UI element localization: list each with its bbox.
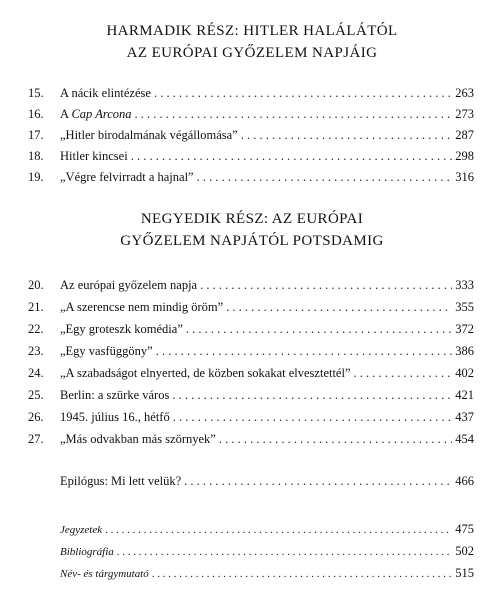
entry-page: 298 [455, 149, 474, 163]
entry-page: 287 [455, 128, 474, 142]
entry-number: 21. [28, 300, 44, 314]
entry-title: Berlin: a szürke város [60, 388, 170, 402]
part-3-heading-line-2: AZ EURÓPAI GYŐZELEM NAPJÁIG [126, 45, 378, 61]
entry-title: Hitler kincsei [60, 149, 128, 163]
dot-leader [219, 430, 452, 448]
dot-leader [226, 298, 452, 316]
entry-title: „Végre felvirradt a hajnal” [60, 170, 194, 184]
dot-leader [131, 147, 453, 165]
entry-page: 355 [455, 300, 474, 314]
entry-page: 372 [455, 322, 474, 336]
dot-leader [105, 521, 452, 539]
dot-leader [197, 168, 453, 186]
part-4-heading-line-2: GYŐZELEM NAPJÁTÓL POTSDAMIG [120, 233, 384, 249]
entry-page: 316 [455, 170, 474, 184]
dot-leader [156, 342, 453, 360]
entry-number: 27. [28, 432, 44, 446]
toc-entry[interactable] [28, 276, 474, 294]
entry-title: „Más odvakban más szörnyek” [60, 432, 216, 446]
entry-title: Név- és tárgymutató [60, 568, 149, 580]
entry-number: 24. [28, 366, 44, 380]
toc-entry[interactable] [28, 408, 474, 426]
entry-title-prefix: A [60, 107, 72, 121]
dot-leader [173, 408, 453, 426]
dot-leader [241, 126, 453, 144]
entry-title: „A szerencse nem mindig öröm” [60, 300, 224, 314]
entry-title: „A szabadságot elnyerted, de közben sokakat elvesztettél” [60, 366, 351, 380]
toc-entry[interactable] [28, 147, 474, 165]
toc-entry[interactable] [28, 105, 474, 123]
toc-entry[interactable] [28, 126, 474, 144]
entry-page: 333 [455, 278, 474, 292]
entry-title: 1945. július 16., hétfő [60, 410, 170, 424]
toc-entry[interactable] [28, 298, 474, 316]
entry-page: 437 [455, 410, 474, 424]
entry-number: 25. [28, 388, 44, 402]
part-3-heading [0, 20, 504, 64]
entry-page: 454 [455, 432, 474, 446]
entry-title: Az európai győzelem napja [60, 278, 198, 292]
toc-entry[interactable] [28, 386, 474, 404]
entry-page: 466 [455, 474, 474, 488]
toc-entry[interactable] [28, 430, 474, 448]
entry-number: 19. [28, 170, 44, 184]
dot-leader [186, 320, 452, 338]
entry-page: 386 [455, 344, 474, 358]
toc-entry[interactable] [28, 342, 474, 360]
entry-page: 475 [455, 522, 474, 536]
dot-leader [154, 84, 452, 102]
toc-entry[interactable] [28, 320, 474, 338]
entry-page: 421 [455, 388, 474, 402]
toc-entry[interactable] [28, 364, 474, 382]
entry-number: 23. [28, 344, 44, 358]
entry-title: A nácik elintézése [60, 86, 151, 100]
dot-leader [152, 565, 452, 583]
dot-leader [184, 472, 452, 490]
toc-entry[interactable] [28, 84, 474, 102]
entry-title: Bibliográfia [60, 546, 114, 558]
entry-title: Jegyzetek [60, 524, 103, 536]
entry-page: 515 [455, 566, 474, 580]
entry-title [60, 105, 132, 123]
entry-title: „Hitler birodalmának végállomása” [60, 128, 238, 142]
dot-leader [200, 276, 452, 294]
dot-leader [172, 386, 452, 404]
toc-entry-bibliography[interactable] [60, 542, 474, 560]
entry-number: 15. [28, 86, 44, 100]
part-4-heading-line-1: NEGYEDIK RÉSZ: AZ EURÓPAI [140, 211, 364, 227]
entry-number: 20. [28, 278, 44, 292]
entry-title: „Egy vasfüggöny” [60, 344, 153, 358]
dot-leader [135, 105, 453, 123]
part-3-heading-line-1: HARMADIK RÉSZ: HITLER HALÁLÁTÓL [106, 23, 398, 39]
entry-number: 17. [28, 128, 44, 142]
dot-leader [117, 543, 452, 561]
entry-number: 22. [28, 322, 44, 336]
toc-entry-epilogue[interactable] [60, 472, 474, 490]
entry-title-italic: Cap Arcona [71, 107, 132, 121]
toc-entry-notes[interactable] [60, 520, 474, 538]
entry-page: 273 [455, 107, 474, 121]
toc-entry[interactable] [28, 168, 474, 186]
toc-entry-index[interactable] [60, 564, 474, 582]
entry-title: „Egy groteszk komédia” [60, 322, 183, 336]
entry-number: 18. [28, 149, 44, 163]
entry-title: Epilógus: Mi lett velük? [60, 474, 182, 488]
entry-page: 263 [455, 86, 474, 100]
entry-page: 502 [455, 544, 474, 558]
entry-number: 16. [28, 107, 44, 121]
entry-number: 26. [28, 410, 44, 424]
part-4-heading [0, 208, 504, 252]
dot-leader [354, 364, 453, 382]
entry-page: 402 [455, 366, 474, 380]
